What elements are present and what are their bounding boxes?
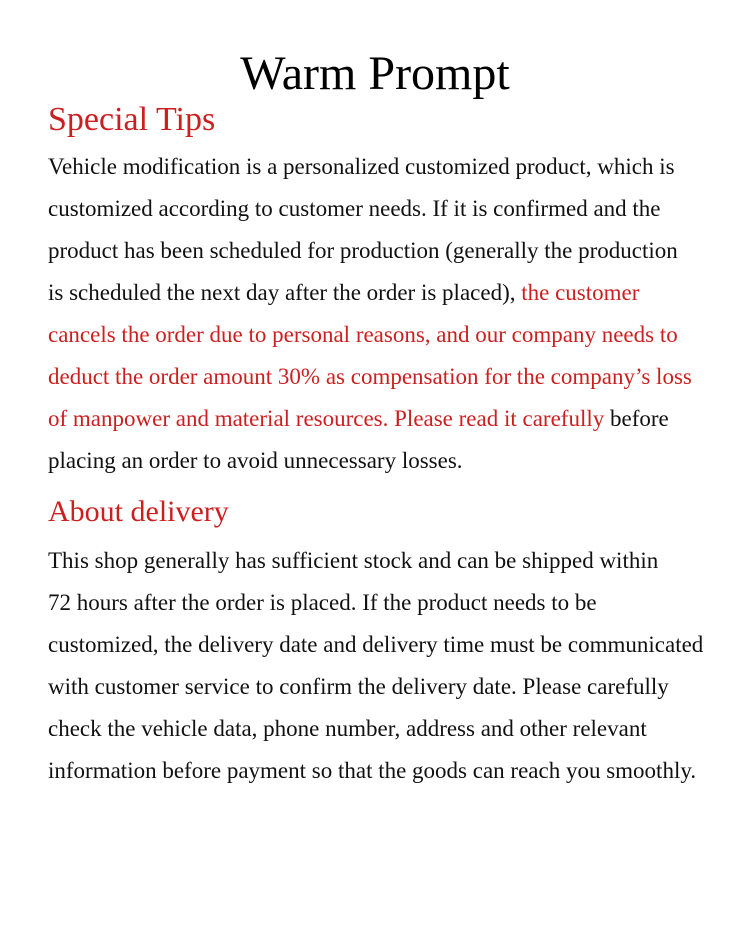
about-delivery-line: information before payment so that the goods can reach you smoothly. [48, 758, 697, 783]
page-title: Warm Prompt [240, 47, 510, 100]
special-tips-line-highlighted [48, 356, 738, 398]
text-segment: customized according to customer needs. If it is confirmed and the [48, 196, 661, 221]
about-delivery-line: This shop generally has sufficient stock and can be shipped within [48, 548, 659, 573]
about-delivery-heading: About delivery [48, 495, 229, 528]
about-delivery-line: 72 hours after the order is placed. If the product needs to be [48, 590, 597, 615]
text-segment: Vehicle modification is a personalized customized product, which is [48, 154, 675, 179]
special-tips-line-highlighted [48, 314, 738, 356]
highlighted-text-segment: the customer [521, 280, 640, 305]
special-tips-line [48, 272, 738, 314]
text-segment: before [604, 406, 669, 431]
about-delivery-paragraph [48, 540, 738, 792]
special-tips-line [48, 440, 738, 482]
special-tips-heading: Special Tips [48, 101, 216, 138]
special-tips-paragraph [48, 146, 738, 482]
text-segment: is scheduled the next day after the order is placed), [48, 280, 522, 305]
about-delivery-line: customized, the delivery date and delivery time must be communicated [48, 632, 704, 657]
highlighted-text-segment: of manpower and material resources. Please read it carefully [48, 406, 605, 431]
special-tips-line [48, 188, 738, 230]
about-delivery-line: check the vehicle data, phone number, address and other relevant [48, 716, 647, 741]
special-tips-line [48, 146, 738, 188]
highlighted-text-segment: cancels the order due to personal reasons, and our company needs to [48, 322, 678, 347]
highlighted-text-segment: deduct the order amount 30% as compensation for the company’s loss [48, 364, 692, 389]
special-tips-line [48, 230, 738, 272]
special-tips-line [48, 398, 738, 440]
text-segment: product has been scheduled for production (generally the production [48, 238, 678, 263]
about-delivery-line: with customer service to confirm the delivery date. Please carefully [48, 674, 669, 699]
text-segment: placing an order to avoid unnecessary losses. [48, 448, 463, 473]
